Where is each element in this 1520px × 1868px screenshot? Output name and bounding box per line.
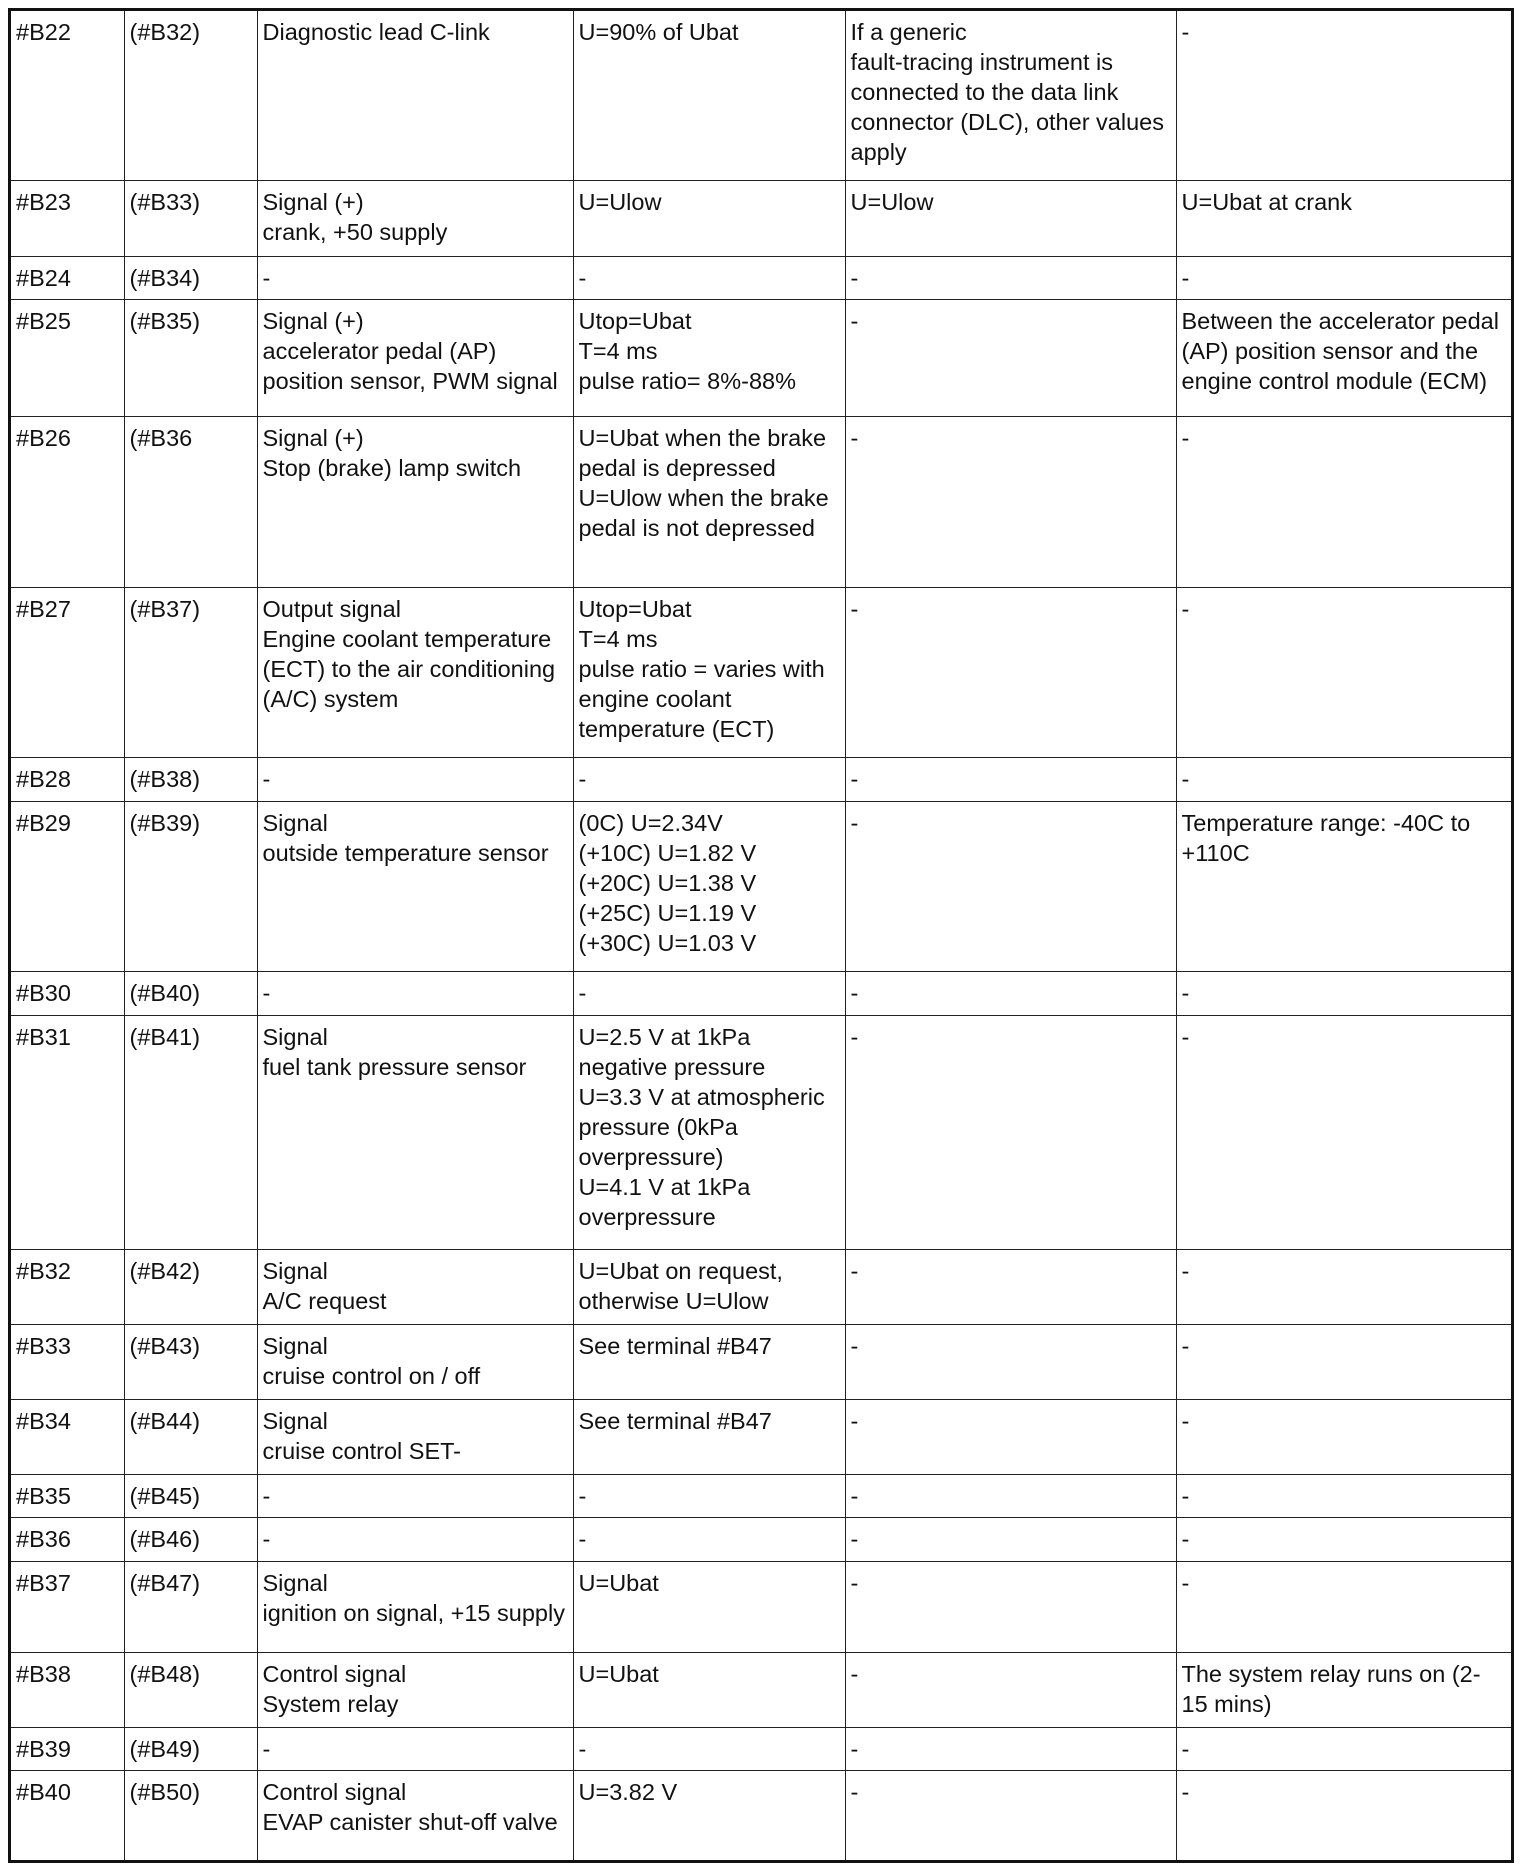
table-row <box>11 1771 1511 1860</box>
terminal-cell: #B29 <box>11 801 124 971</box>
alt-terminal-cell: (#B40) <box>124 972 257 1015</box>
description-cell: Control signal EVAP canister shut-off valve <box>257 1771 573 1860</box>
terminal-cell: #B30 <box>11 972 124 1015</box>
value-cell: U=3.82 V <box>573 1771 845 1860</box>
terminal-table <box>11 11 1511 1860</box>
alt-terminal-cell: (#B47) <box>124 1561 257 1652</box>
description-cell: - <box>257 1474 573 1517</box>
terminal-cell: #B22 <box>11 11 124 181</box>
note-cell: - <box>1176 1015 1511 1249</box>
terminal-cell: #B33 <box>11 1324 124 1399</box>
alt-terminal-cell: (#B49) <box>124 1727 257 1770</box>
terminal-cell: #B34 <box>11 1399 124 1474</box>
table-row <box>11 1474 1511 1517</box>
table-row <box>11 801 1511 971</box>
note-cell: - <box>1176 1474 1511 1517</box>
condition-cell: - <box>845 1015 1176 1249</box>
description-cell: Signal fuel tank pressure sensor <box>257 1015 573 1249</box>
note-cell: - <box>1176 587 1511 757</box>
terminal-cell: #B32 <box>11 1249 124 1324</box>
table-row <box>11 1249 1511 1324</box>
condition-cell: U=Ulow <box>845 181 1176 256</box>
terminal-cell: #B36 <box>11 1518 124 1561</box>
table-row <box>11 758 1511 801</box>
note-cell: - <box>1176 1561 1511 1652</box>
description-cell: Diagnostic lead C-link <box>257 11 573 181</box>
description-cell: - <box>257 1518 573 1561</box>
value-cell: - <box>573 1518 845 1561</box>
condition-cell: - <box>845 1249 1176 1324</box>
table-row <box>11 299 1511 417</box>
table-row <box>11 1324 1511 1399</box>
description-cell: Signal A/C request <box>257 1249 573 1324</box>
table-row <box>11 1015 1511 1249</box>
note-cell: U=Ubat at crank <box>1176 181 1511 256</box>
terminal-cell: #B26 <box>11 417 124 587</box>
condition-cell: - <box>845 758 1176 801</box>
note-cell: - <box>1176 1727 1511 1770</box>
alt-terminal-cell: (#B43) <box>124 1324 257 1399</box>
value-cell: U=2.5 V at 1kPa negative pressure U=3.3 V at atmospheric pressure (0kPa overpressure) U=4.1 V at 1kPa overpressure <box>573 1015 845 1249</box>
value-cell: See terminal #B47 <box>573 1324 845 1399</box>
table-row <box>11 256 1511 299</box>
terminal-cell: #B28 <box>11 758 124 801</box>
table-row <box>11 1727 1511 1770</box>
alt-terminal-cell: (#B34) <box>124 256 257 299</box>
description-cell: Signal (+) Stop (brake) lamp switch <box>257 417 573 587</box>
note-cell: - <box>1176 11 1511 181</box>
table-row <box>11 11 1511 181</box>
terminal-cell: #B23 <box>11 181 124 256</box>
value-cell: U=Ubat <box>573 1561 845 1652</box>
condition-cell: - <box>845 801 1176 971</box>
condition-cell: - <box>845 1561 1176 1652</box>
terminal-table-body <box>11 11 1511 1860</box>
condition-cell: - <box>845 587 1176 757</box>
table-row <box>11 1399 1511 1474</box>
table-row <box>11 1518 1511 1561</box>
alt-terminal-cell: (#B35) <box>124 299 257 417</box>
condition-cell: - <box>845 1771 1176 1860</box>
alt-terminal-cell: (#B33) <box>124 181 257 256</box>
alt-terminal-cell: (#B48) <box>124 1652 257 1727</box>
terminal-cell: #B39 <box>11 1727 124 1770</box>
note-cell: The system relay runs on (2-15 mins) <box>1176 1652 1511 1727</box>
value-cell: Utop=Ubat T=4 ms pulse ratio = varies with engine coolant temperature (ECT) <box>573 587 845 757</box>
alt-terminal-cell: (#B50) <box>124 1771 257 1860</box>
condition-cell: - <box>845 1324 1176 1399</box>
condition-cell: - <box>845 972 1176 1015</box>
note-cell: - <box>1176 1518 1511 1561</box>
note-cell: - <box>1176 1324 1511 1399</box>
terminal-cell: #B24 <box>11 256 124 299</box>
terminal-cell: #B25 <box>11 299 124 417</box>
note-cell: Between the accelerator pedal (AP) position sensor and the engine control module (ECM) <box>1176 299 1511 417</box>
condition-cell: - <box>845 1399 1176 1474</box>
value-cell: - <box>573 1474 845 1517</box>
value-cell: - <box>573 1727 845 1770</box>
table-row <box>11 181 1511 256</box>
value-cell: - <box>573 758 845 801</box>
description-cell: Signal ignition on signal, +15 supply <box>257 1561 573 1652</box>
note-cell: - <box>1176 256 1511 299</box>
value-cell: - <box>573 256 845 299</box>
note-cell: - <box>1176 972 1511 1015</box>
alt-terminal-cell: (#B46) <box>124 1518 257 1561</box>
alt-terminal-cell: (#B38) <box>124 758 257 801</box>
value-cell: U=90% of Ubat <box>573 11 845 181</box>
terminal-cell: #B27 <box>11 587 124 757</box>
alt-terminal-cell: (#B42) <box>124 1249 257 1324</box>
note-cell: - <box>1176 1399 1511 1474</box>
description-cell: Output signal Engine coolant temperature (ECT) to the air conditioning (A/C) system <box>257 587 573 757</box>
condition-cell: - <box>845 1727 1176 1770</box>
description-cell: Signal outside temperature sensor <box>257 801 573 971</box>
value-cell: U=Ulow <box>573 181 845 256</box>
description-cell: - <box>257 256 573 299</box>
value-cell: Utop=Ubat T=4 ms pulse ratio= 8%-88% <box>573 299 845 417</box>
description-cell: - <box>257 972 573 1015</box>
table-row <box>11 972 1511 1015</box>
alt-terminal-cell: (#B39) <box>124 801 257 971</box>
terminal-cell: #B37 <box>11 1561 124 1652</box>
alt-terminal-cell: (#B44) <box>124 1399 257 1474</box>
terminal-table-page <box>8 8 1514 1863</box>
alt-terminal-cell: (#B32) <box>124 11 257 181</box>
alt-terminal-cell: (#B41) <box>124 1015 257 1249</box>
table-row <box>11 1652 1511 1727</box>
terminal-cell: #B38 <box>11 1652 124 1727</box>
terminal-cell: #B35 <box>11 1474 124 1517</box>
description-cell: Signal cruise control on / off <box>257 1324 573 1399</box>
value-cell: - <box>573 972 845 1015</box>
condition-cell: If a generic fault-tracing instrument is connected to the data link connector (DLC), other values apply <box>845 11 1176 181</box>
description-cell: - <box>257 1727 573 1770</box>
alt-terminal-cell: (#B45) <box>124 1474 257 1517</box>
value-cell: See terminal #B47 <box>573 1399 845 1474</box>
condition-cell: - <box>845 417 1176 587</box>
description-cell: Control signal System relay <box>257 1652 573 1727</box>
note-cell: - <box>1176 1249 1511 1324</box>
note-cell: - <box>1176 758 1511 801</box>
note-cell: Temperature range: -40C to +110C <box>1176 801 1511 971</box>
description-cell: Signal (+) crank, +50 supply <box>257 181 573 256</box>
condition-cell: - <box>845 256 1176 299</box>
note-cell: - <box>1176 417 1511 587</box>
alt-terminal-cell: (#B36 <box>124 417 257 587</box>
table-row <box>11 1561 1511 1652</box>
condition-cell: - <box>845 1652 1176 1727</box>
note-cell: - <box>1176 1771 1511 1860</box>
description-cell: Signal cruise control SET- <box>257 1399 573 1474</box>
condition-cell: - <box>845 1474 1176 1517</box>
condition-cell: - <box>845 299 1176 417</box>
description-cell: Signal (+) accelerator pedal (AP) position sensor, PWM signal <box>257 299 573 417</box>
value-cell: U=Ubat on request, otherwise U=Ulow <box>573 1249 845 1324</box>
condition-cell: - <box>845 1518 1176 1561</box>
value-cell: U=Ubat when the brake pedal is depressed U=Ulow when the brake pedal is not depressed <box>573 417 845 587</box>
alt-terminal-cell: (#B37) <box>124 587 257 757</box>
description-cell: - <box>257 758 573 801</box>
value-cell: U=Ubat <box>573 1652 845 1727</box>
value-cell: (0C) U=2.34V (+10C) U=1.82 V (+20C) U=1.38 V (+25C) U=1.19 V (+30C) U=1.03 V <box>573 801 845 971</box>
table-row <box>11 417 1511 587</box>
table-row <box>11 587 1511 757</box>
terminal-cell: #B31 <box>11 1015 124 1249</box>
terminal-cell: #B40 <box>11 1771 124 1860</box>
